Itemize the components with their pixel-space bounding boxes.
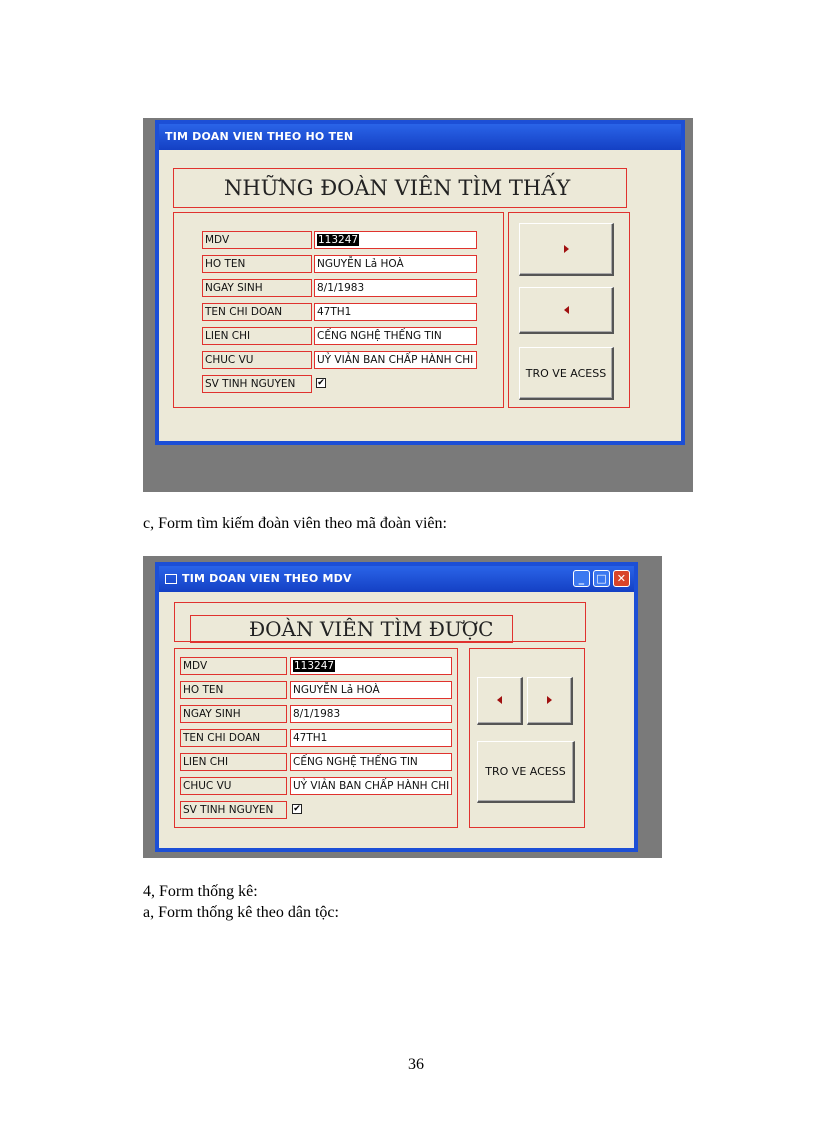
page-number: 36	[408, 1056, 424, 1073]
label-chuc-vu: CHUC VU	[180, 777, 287, 795]
label-mdv: MDV	[202, 231, 312, 249]
input-lien-chi[interactable]: CẾNG NGHỆ THẾNG TIN	[290, 753, 452, 771]
heading-box	[174, 602, 586, 642]
label-ten-chi-doan: TEN CHI DOAN	[202, 303, 312, 321]
window-title: TIM DOAN VIEN THEO HO TEN	[159, 124, 681, 150]
previous-record-button[interactable]	[519, 287, 614, 334]
input-ngay-sinh[interactable]: 8/1/1983	[290, 705, 452, 723]
triangle-left-icon	[497, 696, 502, 704]
label-ho-ten: HO TEN	[202, 255, 312, 273]
label-sv-tinh-nguyen: SV TINH NGUYEN	[202, 375, 312, 393]
label-ho-ten: HO TEN	[180, 681, 287, 699]
checkbox-sv-tinh-nguyen[interactable]: ✔	[317, 378, 325, 388]
window-form-search-by-name	[155, 120, 685, 445]
label-lien-chi: LIEN CHI	[180, 753, 287, 771]
section-4-heading: 4, Form thống kê:	[143, 883, 258, 900]
close-button[interactable]: ✕	[613, 570, 630, 587]
input-ho-ten[interactable]: NGUYỄN Lả HOÀ	[314, 255, 477, 273]
previous-record-button[interactable]	[477, 677, 523, 725]
minimize-button[interactable]: _	[573, 570, 590, 587]
input-mdv[interactable]	[290, 657, 452, 675]
label-chuc-vu: CHUC VU	[202, 351, 312, 369]
input-ten-chi-doan[interactable]: 47TH1	[290, 729, 452, 747]
input-ngay-sinh[interactable]: 8/1/1983	[314, 279, 477, 297]
next-record-button[interactable]	[527, 677, 573, 725]
triangle-right-icon	[547, 696, 552, 704]
input-mdv[interactable]	[314, 231, 477, 249]
label-lien-chi: LIEN CHI	[202, 327, 312, 345]
mdv-value: 113247	[294, 660, 335, 672]
input-ten-chi-doan[interactable]: 47TH1	[314, 303, 477, 321]
screenshot-form-search-by-name	[143, 118, 693, 492]
label-ten-chi-doan: TEN CHI DOAN	[180, 729, 287, 747]
window-form-search-by-mdv	[155, 562, 638, 852]
input-chuc-vu[interactable]: UỶ VIẢN BAN CHẤP HÀNH CHI	[290, 777, 452, 795]
checkbox-sv-tinh-nguyen[interactable]: ✔	[293, 804, 301, 814]
form-heading: NHỮNG ĐOÀN VIÊN TÌM THẤY	[224, 176, 571, 200]
back-to-access-button[interactable]: TRO VE ACESS	[519, 347, 614, 400]
maximize-button[interactable]: □	[593, 570, 610, 587]
label-ngay-sinh: NGAY SINH	[202, 279, 312, 297]
window-title	[159, 566, 634, 592]
heading-inner-box	[190, 615, 513, 643]
input-chuc-vu[interactable]: UỶ VIẢN BAN CHẤP HÀNH CHI	[314, 351, 477, 369]
input-ho-ten[interactable]: NGUYỄN Lả HOÀ	[290, 681, 452, 699]
triangle-right-icon	[564, 245, 569, 253]
buttons-panel	[469, 648, 585, 828]
triangle-left-icon	[564, 306, 569, 314]
section-4a-heading: a, Form thống kê theo dân tộc:	[143, 904, 339, 921]
app-icon	[165, 574, 177, 584]
heading-box	[173, 168, 627, 208]
input-lien-chi[interactable]: CẾNG NGHỆ THẾNG TIN	[314, 327, 477, 345]
fields-panel	[174, 648, 458, 828]
label-ngay-sinh: NGAY SINH	[180, 705, 287, 723]
mdv-value: 113247	[318, 234, 359, 246]
caption-c: c, Form tìm kiếm đoàn viên theo mã đoàn viên:	[143, 515, 447, 532]
label-sv-tinh-nguyen: SV TINH NGUYEN	[180, 801, 287, 819]
buttons-panel	[508, 212, 630, 408]
form-heading: ĐOÀN VIÊN TÌM ĐƯỢC	[249, 617, 494, 641]
fields-panel	[173, 212, 504, 408]
back-to-access-button[interactable]: TRO VE ACESS	[477, 741, 575, 803]
next-record-button[interactable]	[519, 223, 614, 276]
window-title-text: TIM DOAN VIEN THEO MDV	[182, 572, 352, 585]
label-mdv: MDV	[180, 657, 287, 675]
screenshot-form-search-by-mdv	[143, 556, 662, 858]
